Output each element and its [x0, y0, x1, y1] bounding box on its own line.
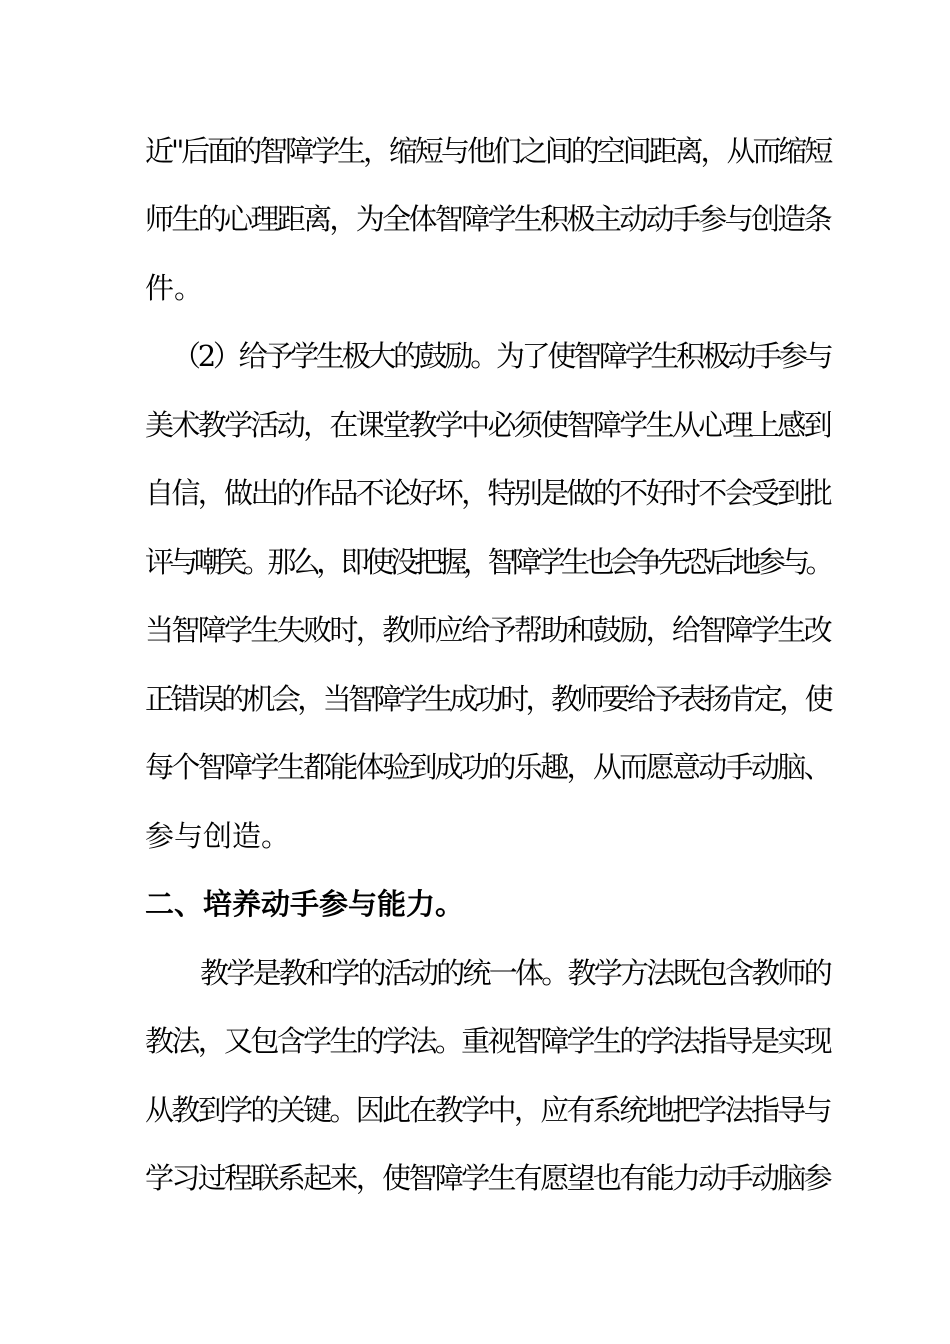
text-line: 学习过程联系起来，使智障学生有愿望也有能力动手动脑参 [145, 1161, 831, 1195]
text-line: 师生的心理距离，为全体智障学生积极主动动手参与创造条 [145, 202, 831, 236]
text-line: 教法，又包含学生的学法。重视智障学生的学法指导是实现 [145, 1024, 831, 1058]
text-line: 正错误的机会，当智障学生成功时，教师要给予表扬肯定，使 [145, 682, 831, 716]
text-line: 美术教学活动，在课堂教学中必须使智障学生从心理上感到 [145, 408, 831, 442]
text-line: （2）给予学生极大的鼓励。为了使智障学生积极动手参与 [172, 339, 831, 373]
text-line: 评与嘲笑。那么，即使没把握，智障学生也会争先恐后地参与。 [145, 545, 831, 579]
text-line: 从教到学的关键。因此在教学中，应有系统地把学法指导与 [145, 1093, 831, 1127]
text-line: 自信，做出的作品不论好坏，特别是做的不好时不会受到批 [145, 476, 831, 510]
text-line: 当智障学生失败时，教师应给予帮助和鼓励，给智障学生改 [145, 613, 831, 647]
text-line: 教学是教和学的活动的统一体。教学方法既包含教师的 [200, 956, 831, 990]
section-heading: 二、培养动手参与能力。 [145, 887, 465, 921]
text-line: 近"后面的智障学生，缩短与他们之间的空间距离，从而缩短 [145, 134, 831, 168]
text-line: 参与创造。 [145, 819, 291, 853]
text-line: 件。 [145, 271, 204, 305]
text-line: 每个智障学生都能体验到成功的乐趣，从而愿意动手动脑、 [145, 750, 831, 784]
